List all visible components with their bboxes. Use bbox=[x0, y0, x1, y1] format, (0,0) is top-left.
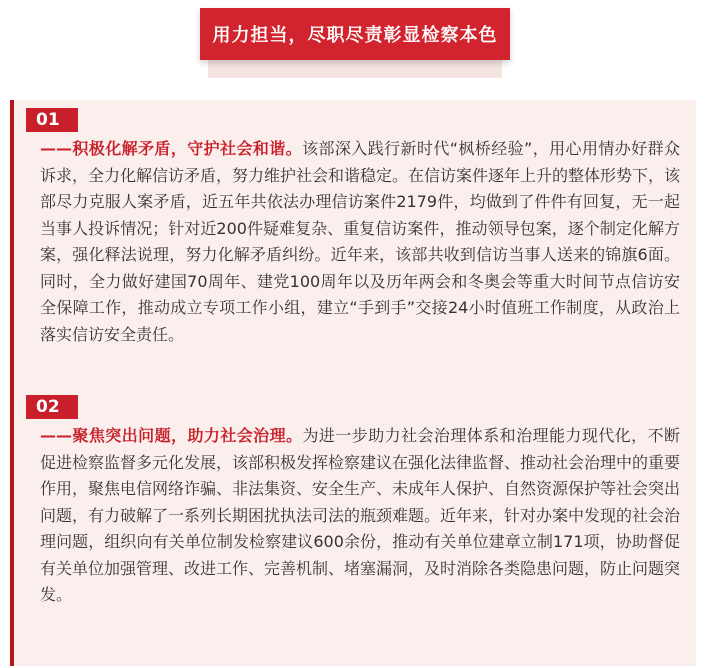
title-banner bbox=[200, 8, 510, 78]
section-body: 该部深入践行新时代“枫桥经验”，用心用情办好群众诉求，全力化解信访矛盾，努力维护社会和谐稳定。在信访案件逐年上升的整体形势下，该部尽力克服人案矛盾，近五年共依法办理信访案件2179件，均做到了件件有回复，无一起当事人投诉情况；针对近200件疑难复杂、重复信访案件，推动领导包案，逐个制定化解方案，强化释法说理，努力化解矛盾纠纷。近年来，该部共收到信访当事人送来的锦旗6面。同时，全力做好建国70周年、建党100周年以及历年两会和冬奥会等重大时间节点信访安全保障工作，推动成立专项工作小组，建立“手到手”交接24小时值班工作制度，从政治上落实信访安全责任。 bbox=[40, 139, 681, 344]
section-lead: ——聚焦突出问题，助力社会治理。 bbox=[40, 426, 303, 445]
section-lead: ——积极化解矛盾，守护社会和谐。 bbox=[40, 139, 303, 158]
section-paragraph bbox=[40, 136, 680, 348]
banner-title: 用力担当，尽职尽责彰显检察本色 bbox=[212, 25, 498, 46]
section-paragraph bbox=[40, 423, 680, 609]
banner-box bbox=[200, 8, 510, 60]
section-number-badge: 01 bbox=[26, 108, 76, 132]
content-panel bbox=[10, 100, 696, 666]
section-number-badge: 02 bbox=[26, 395, 76, 419]
section-body: 为进一步助力社会治理体系和治理能力现代化，不断促进检察监督多元化发展，该部积极发挥检察建议在强化法律监督、推动社会治理中的重要作用，聚焦电信网络诈骗、非法集资、安全生产、未成年人保护、自然资源保护等社会突出问题，有力破解了一系列长期困扰执法司法的瓶颈难题。近年来，针对办案中发现的社会治理问题，组织向有关单位制发检察建议600余份，推动有关单位建章立制171项，协助督促有关单位加强管理、改进工作、完善机制、堵塞漏洞，及时消除各类隐患问题，防止问题突发。 bbox=[40, 426, 681, 604]
